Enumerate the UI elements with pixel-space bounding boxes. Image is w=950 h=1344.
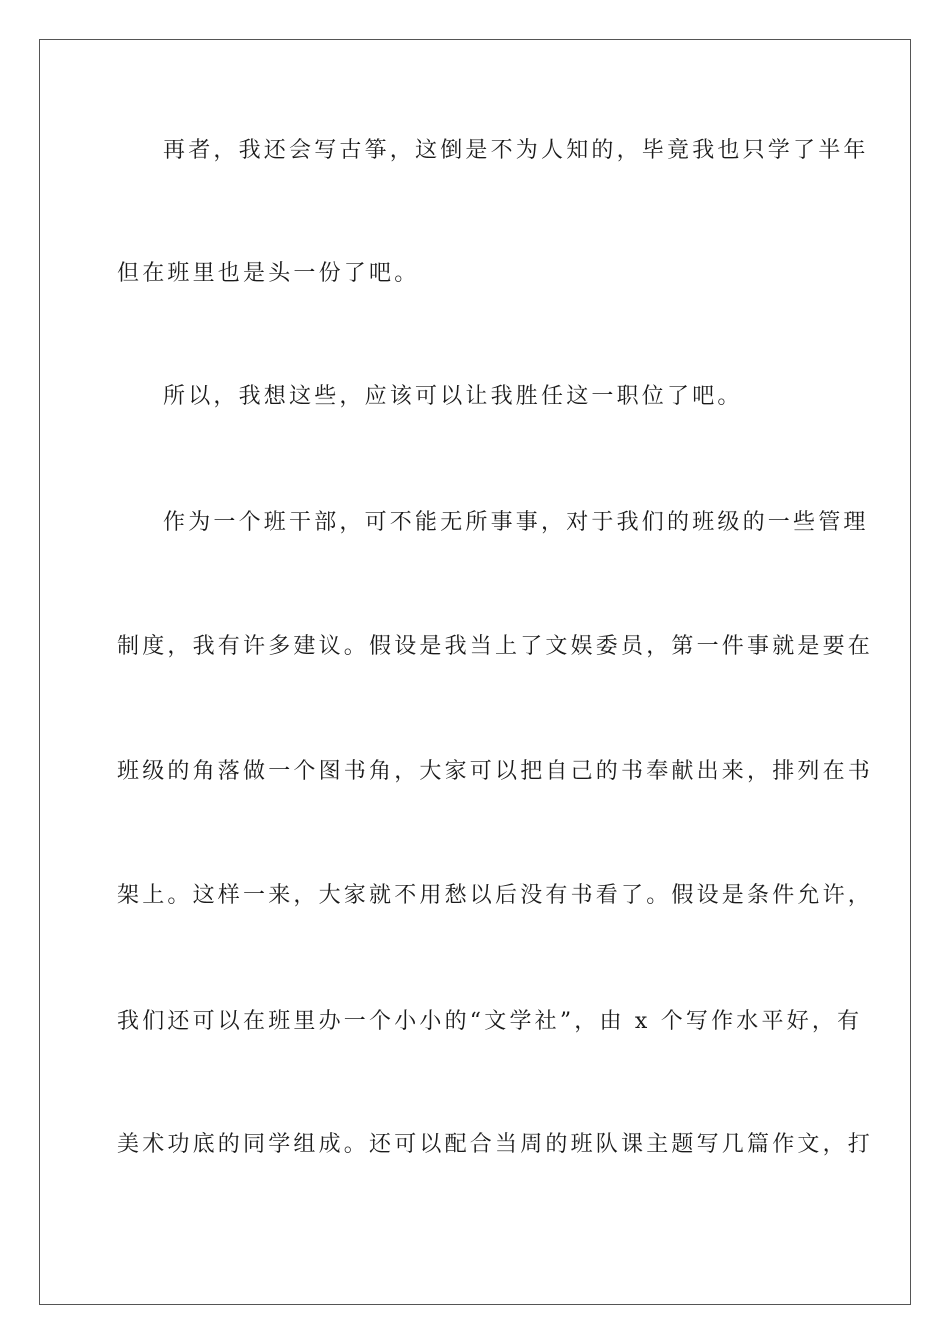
- paragraph-line-6: 班级的角落做一个图书角，大家可以把自己的书奉献出来，排列在书: [117, 759, 874, 784]
- paragraph-line-2: 但在班里也是头一份了吧。: [117, 261, 420, 286]
- paragraph-line-8: 我们还可以在班里办一个小小的“文学社”，由 x 个写作水平好，有: [117, 1009, 863, 1034]
- paragraph-line-7: 架上。这样一来，大家就不用愁以后没有书看了。假设是条件允许，: [117, 883, 874, 908]
- paragraph-line-3: 所以，我想这些，应该可以让我胜任这一职位了吧。: [163, 384, 743, 409]
- paragraph-line-9: 美术功底的同学组成。还可以配合当周的班队课主题写几篇作文，打: [117, 1132, 874, 1157]
- page-border: [39, 39, 911, 1305]
- paragraph-line-5: 制度，我有许多建议。假设是我当上了文娱委员，第一件事就是要在: [117, 634, 874, 659]
- paragraph-line-4: 作为一个班干部，可不能无所事事，对于我们的班级的一些管理: [163, 510, 869, 535]
- paragraph-line-1: 再者，我还会写古筝，这倒是不为人知的，毕竟我也只学了半年: [163, 138, 869, 163]
